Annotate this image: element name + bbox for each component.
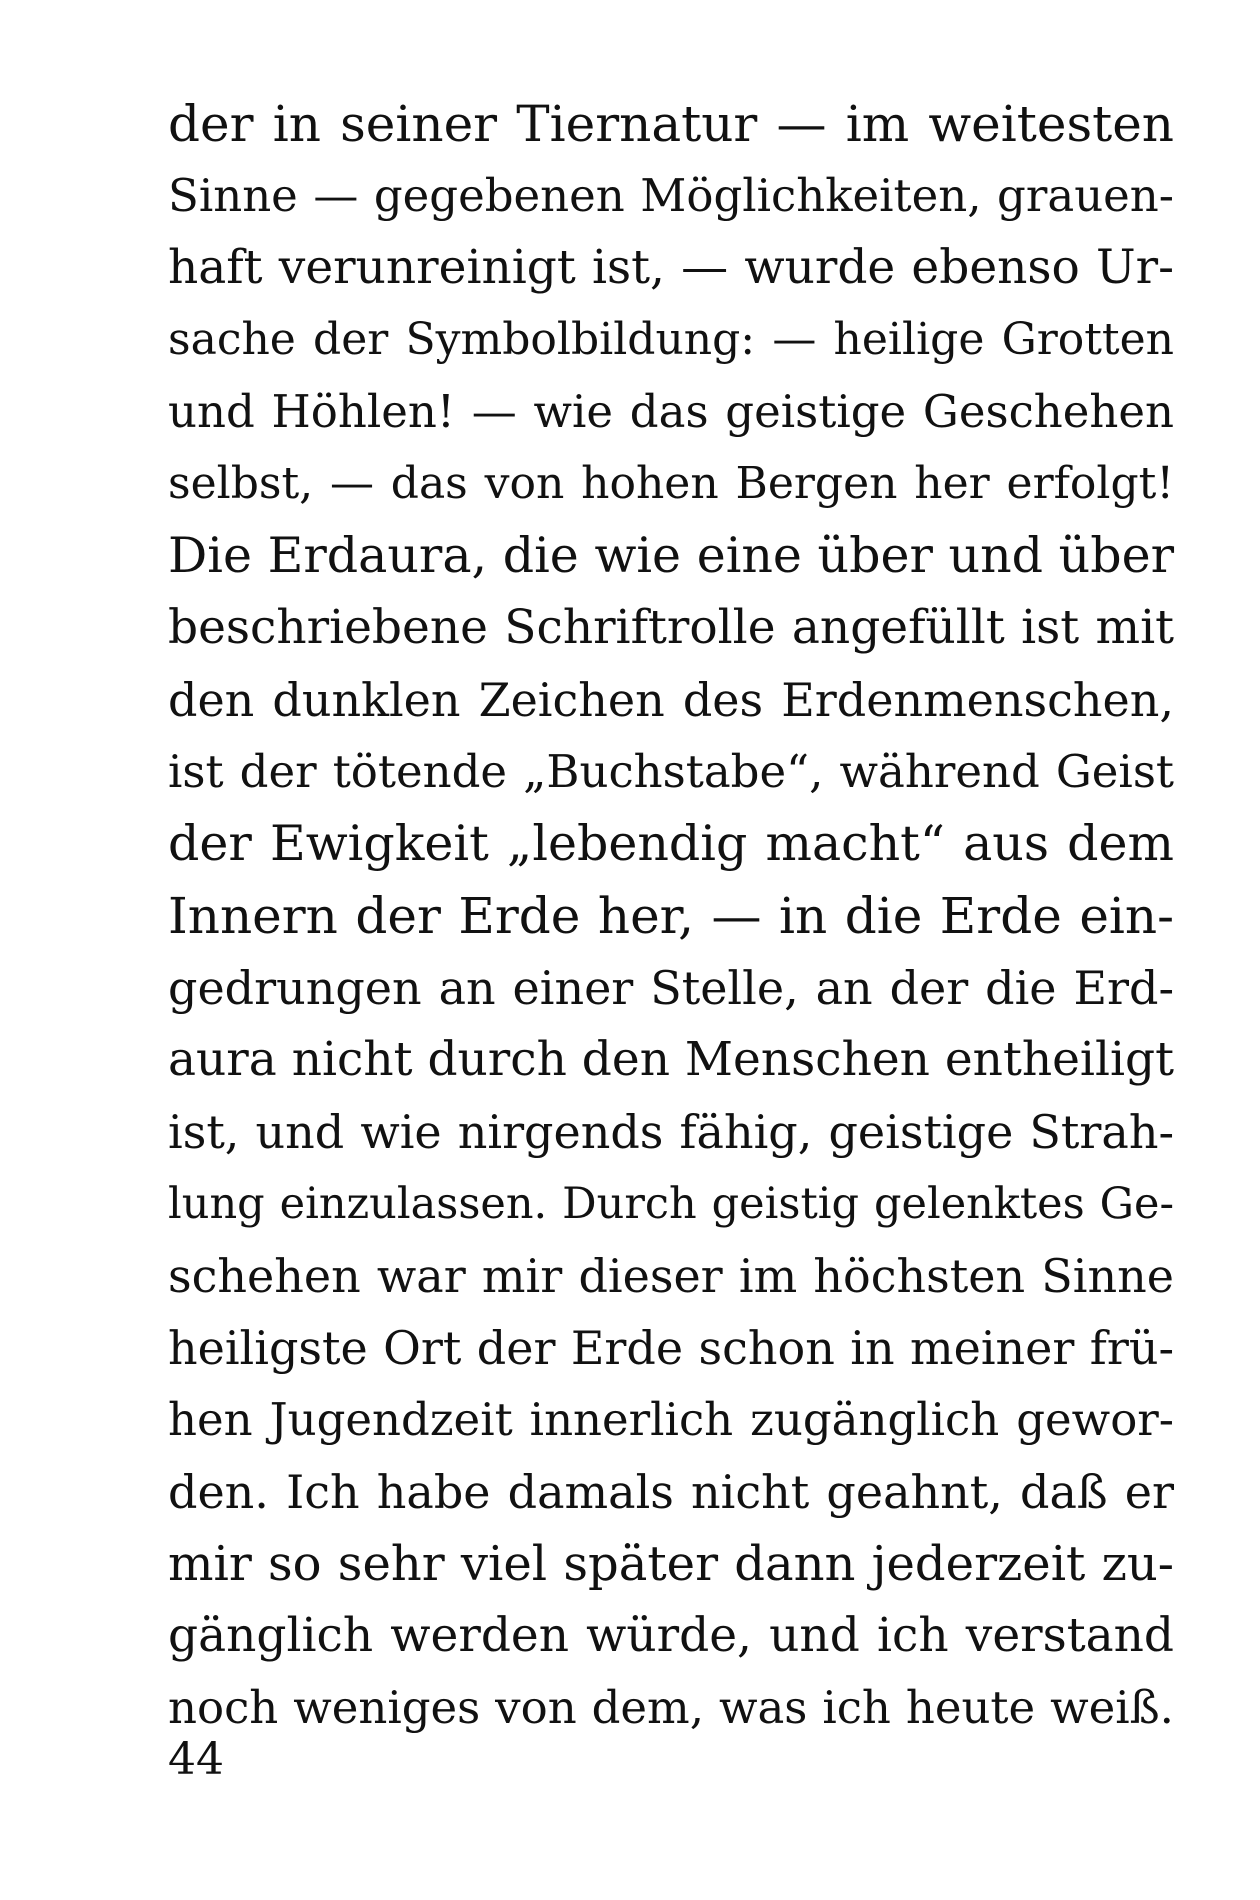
text-line: Innern der Erde her, — in die Erde ein- — [168, 887, 1174, 945]
page-number: 44 — [168, 1734, 224, 1785]
text-line: gänglich werden würde, und ich verstand — [168, 1608, 1174, 1663]
text-line: den. Ich habe damals nicht geahnt, daß er — [168, 1465, 1174, 1519]
text-line: sache der Symbolbildung: — heilige Grotten — [168, 314, 1174, 365]
text-line: ist der tötende „Buchstabe“, während Geist — [168, 745, 1174, 798]
text-line: aura nicht durch den Menschen entheiligt — [168, 1032, 1174, 1087]
text-line: hen Jugendzeit innerlich zugänglich gewor- — [168, 1393, 1174, 1446]
text-line: Sinne — gegebenen Möglichkeiten, grauen- — [168, 169, 1174, 222]
text-line: den dunklen Zeichen des Erdenmenschen, — [168, 673, 1174, 727]
text-line: noch weniges von dem, was ich heute weiß. — [168, 1681, 1174, 1734]
text-line: lung einzulassen. Durch geistig gelenktes Ge- — [168, 1179, 1174, 1229]
text-line: schehen war mir dieser im höchsten Sinne — [168, 1249, 1174, 1303]
text-line: der Ewigkeit „lebendig macht“ aus dem — [168, 815, 1174, 872]
text-line: beschriebene Schriftrolle angefüllt ist mit — [168, 600, 1174, 655]
text-line: ist, und wie nirgends fähig, geistige Strah- — [168, 1105, 1174, 1159]
text-line: gedrungen an einer Stelle, an der die Erd- — [168, 961, 1174, 1015]
text-line: selbst, — das von hohen Bergen her erfolgt! — [168, 458, 1174, 509]
body-text — [168, 88, 1174, 1744]
text-line: mir so sehr viel später dann jederzeit zu- — [168, 1536, 1174, 1592]
text-line: der in seiner Tiernatur — im weitesten — [168, 95, 1174, 153]
text-line: heiligste Ort der Erde schon in meiner frü- — [168, 1321, 1174, 1375]
text-line: haft verunreinigt ist, — wurde ebenso Ur- — [168, 240, 1174, 295]
text-line: Die Erdaura, die wie eine über und über — [168, 527, 1174, 584]
text-line: und Höhlen! — wie das geistige Geschehen — [168, 385, 1174, 438]
